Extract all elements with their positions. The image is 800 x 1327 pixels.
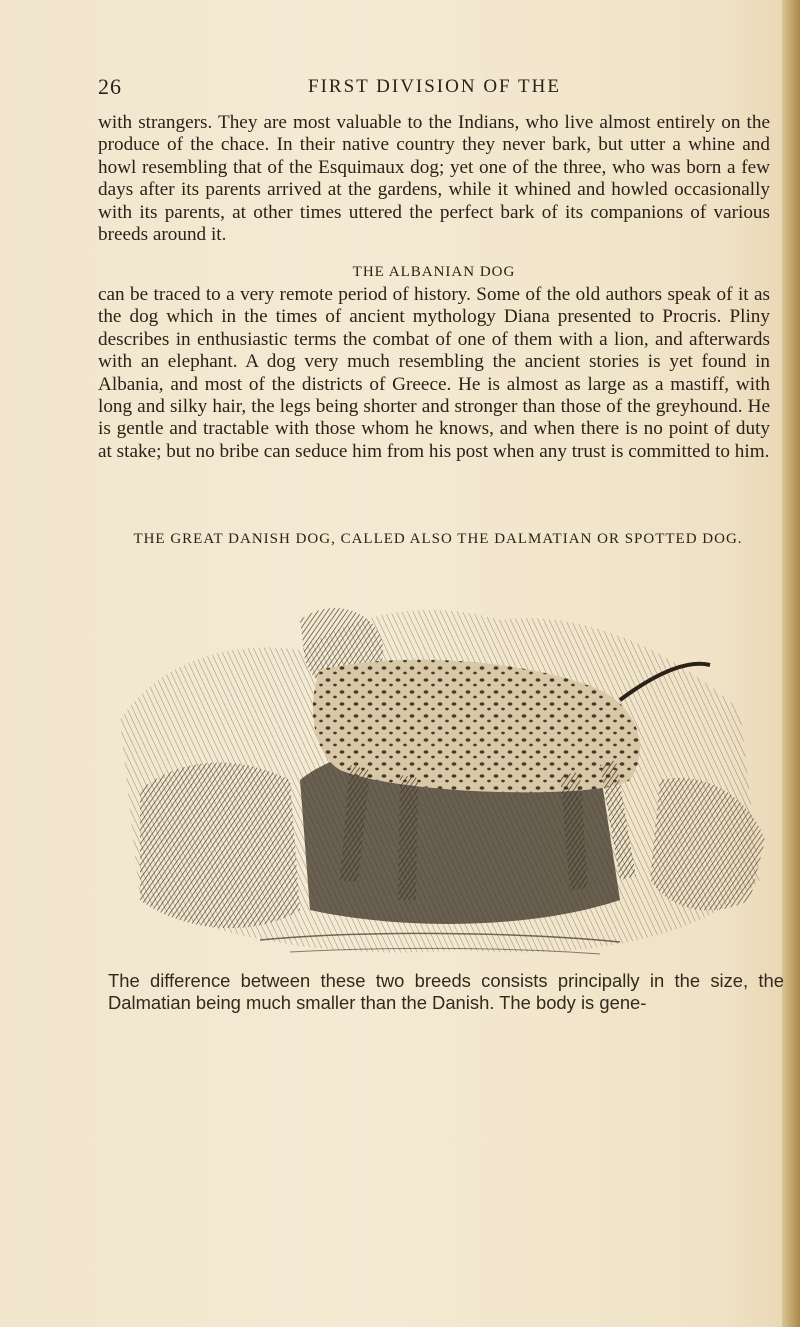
page-header	[98, 74, 778, 104]
page-edge	[782, 0, 800, 1327]
paragraph-albanian	[98, 284, 770, 463]
dog-engraving-illustration	[100, 580, 780, 970]
section-heading-albanian: THE ALBANIAN DOG	[352, 264, 516, 280]
paragraph-text: with strangers. They are most valuable to the Indians, who live almost entirely on the produce of the chace. In their native country they never bark, but utter a whine and howl resembling that of the Esquimaux dog; yet one of the three, who was born a few days after its parents arrived at the gardens, while it whined and howled occasionally with its parents, at other times uttered the perfect bark of its companions of various breeds around it.	[98, 112, 770, 246]
paragraph-text: The difference between these two breeds consists principally in the size, the Dalmatian being much smaller than the Danish. The body is gene-	[108, 970, 784, 1013]
page-number: 26	[98, 74, 122, 99]
illustration-caption: THE GREAT DANISH DOG, CALLED ALSO THE DALMATIAN OR SPOTTED DOG.	[133, 531, 743, 547]
paragraph-text: can be traced to a very remote period of history. Some of the old authors speak of it as the dog which in the times of ancient mythology Diana presented to Procris. Pliny describes in enthusiastic terms the combat of one of them with a lion, and afterwards with an elephant. A dog very much resembling the ancient stories is yet found in Albania, and most of the districts of Greece. He is almost as large as a mastiff, with long and silky hair, the legs being shorter and stronger than those of the greyhound. He is gentle and tractable with those whom he knows, and when there is no point of duty at stake; but no bribe can seduce him from his post when any trust is committed to him.	[98, 284, 770, 462]
paragraph-intro	[98, 112, 770, 246]
paragraph-difference	[108, 970, 784, 1014]
running-head: FIRST DIVISION OF THE	[308, 76, 561, 97]
